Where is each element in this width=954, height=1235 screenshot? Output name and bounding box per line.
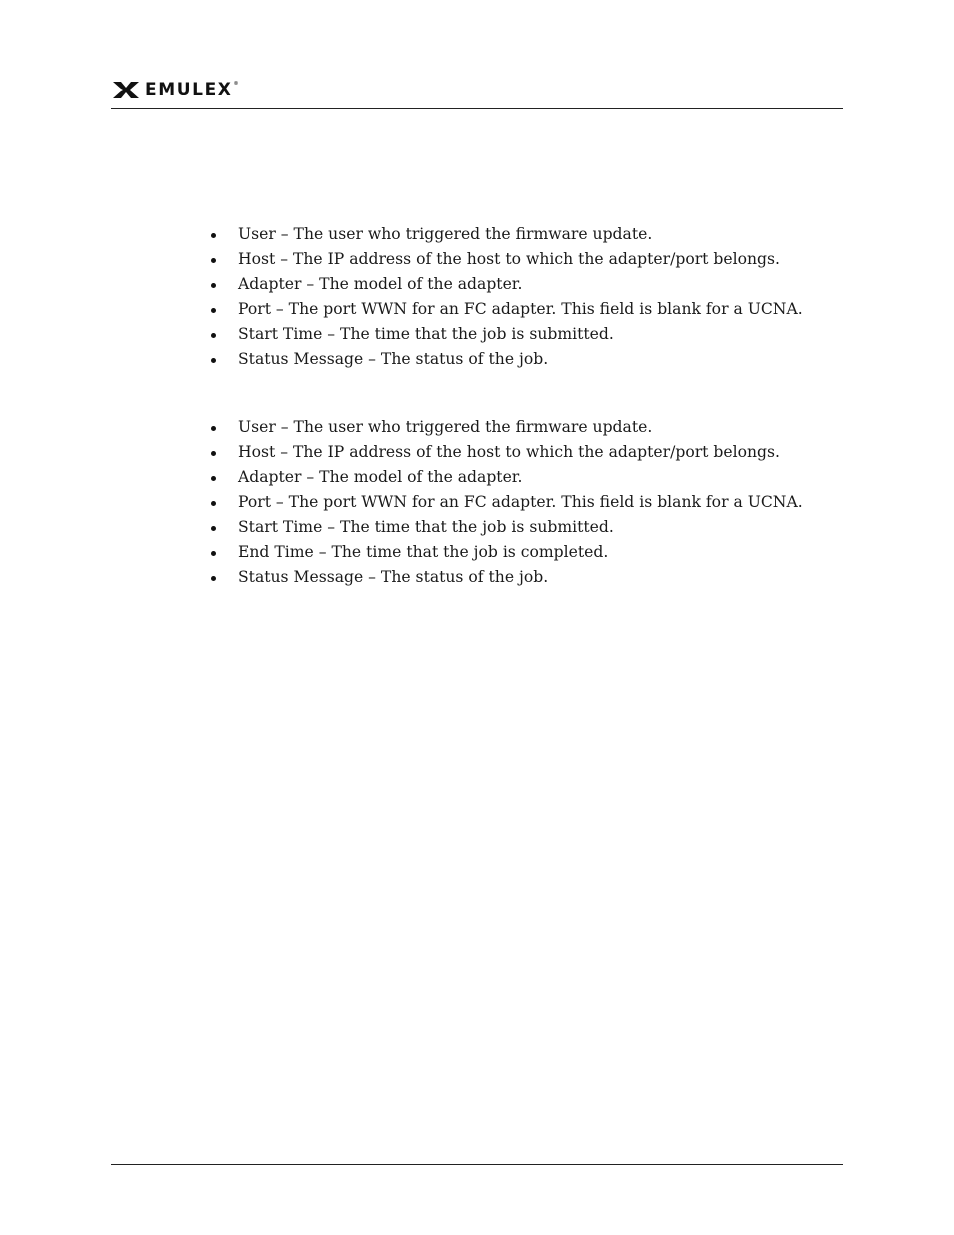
list-item: Host – The IP address of the host to which the adapter/port belongs. (208, 441, 803, 466)
bullet-icon (211, 476, 216, 481)
header-divider (111, 108, 843, 109)
bullet-icon (211, 258, 216, 263)
list-item: Status Message – The status of the job. (208, 348, 803, 373)
bullet-icon (211, 526, 216, 531)
bullet-icon (211, 426, 216, 431)
bullet-list-active-jobs (208, 223, 803, 373)
list-item: User – The user who triggered the firmware update. (208, 223, 803, 248)
bullet-list-completed-jobs (208, 416, 803, 591)
list-item: End Time – The time that the job is completed. (208, 541, 803, 566)
list-item: Adapter – The model of the adapter. (208, 466, 803, 491)
list-item: User – The user who triggered the firmware update. (208, 416, 803, 441)
bullet-icon (211, 233, 216, 238)
list-item: Status Message – The status of the job. (208, 566, 803, 591)
emulex-logo-text: EMULEX® (145, 79, 241, 100)
bullet-icon (211, 576, 216, 581)
list-item: Port – The port WWN for an FC adapter. This field is blank for a UCNA. (208, 491, 803, 516)
bullet-icon (211, 283, 216, 288)
list-item: Host – The IP address of the host to which the adapter/port belongs. (208, 248, 803, 273)
bullet-icon (211, 501, 216, 506)
bullet-icon (211, 333, 216, 338)
bullet-icon (211, 308, 216, 313)
bullet-icon (211, 551, 216, 556)
list-item: Adapter – The model of the adapter. (208, 273, 803, 298)
emulex-logo-icon (111, 80, 141, 100)
list-item: Start Time – The time that the job is submitted. (208, 323, 803, 348)
bullet-icon (211, 451, 216, 456)
list-item: Start Time – The time that the job is submitted. (208, 516, 803, 541)
list-item: Port – The port WWN for an FC adapter. This field is blank for a UCNA. (208, 298, 803, 323)
bullet-icon (211, 358, 216, 363)
page-header (111, 78, 240, 102)
footer-divider (111, 1164, 843, 1165)
